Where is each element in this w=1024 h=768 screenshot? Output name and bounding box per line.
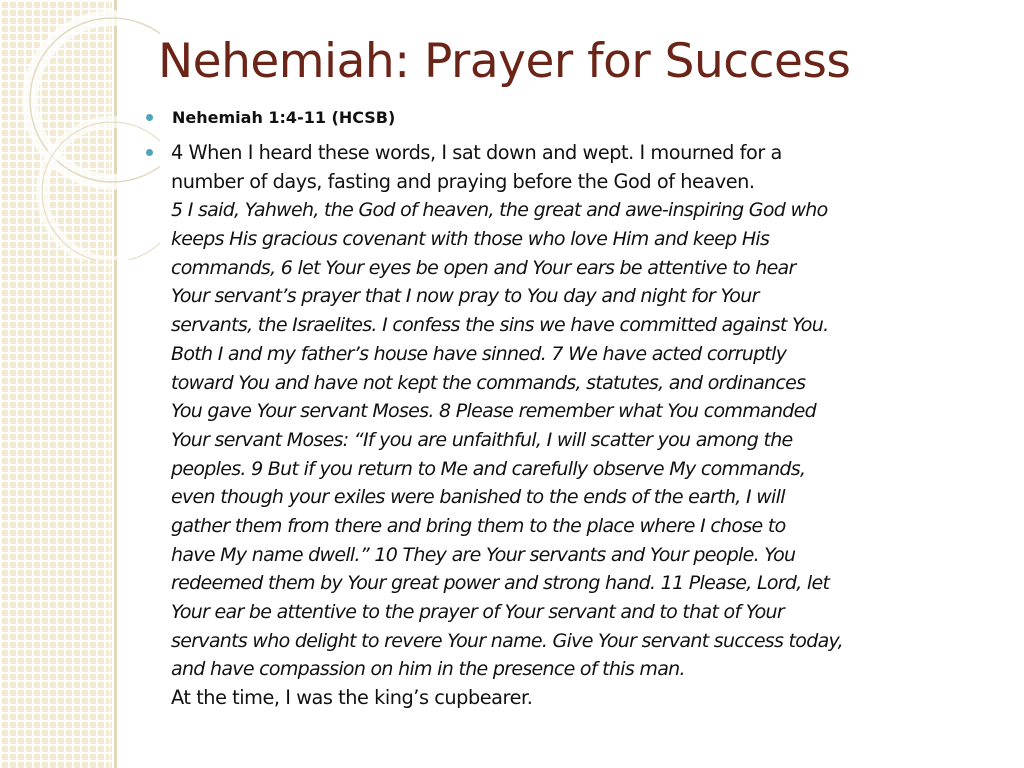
bullet-dot [146,149,153,156]
decorative-rings [0,0,160,260]
passage-line: Your servant Moses: “If you are unfaithful, I will scatter you among the [171,428,793,451]
bullet-dot [146,114,153,121]
passage-line: Your servant’s prayer that I now pray to You day and night for Your [171,285,759,308]
passage-line: keeps His gracious covenant with those who love Him and keep His [171,228,770,251]
passage-line: You gave Your servant Moses. 8 Please remember what You commanded [171,400,816,423]
passage-line: At the time, I was the king’s cupbearer. [171,686,533,710]
passage-line: servants who delight to revere Your name. Give Your servant success today, [171,629,843,652]
passage-line: even though your exiles were banished to the ends of the earth, I will [171,486,785,509]
scripture-reference: Nehemiah 1:4-11 (HCSB) [172,108,396,127]
passage-line: gather them from there and bring them to the place where I chose to [171,514,786,537]
passage-line: peoples. 9 But if you return to Me and carefully observe My commands, [171,457,806,480]
scripture-passage [171,139,1017,713]
passage-line: commands, 6 let Your eyes be open and Your ears be attentive to hear [171,256,796,279]
passage-line: redeemed them by Your great power and strong hand. 11 Please, Lord, let [171,572,830,595]
passage-line: Both I and my father’s house have sinned. 7 We have acted corruptly [171,342,787,365]
slide-title: Nehemiah: Prayer for Success [158,34,851,89]
passage-line: 5 I said, Yahweh, the God of heaven, the great and awe-inspiring God who [171,199,828,222]
passage-line: have My name dwell.” 10 They are Your servants and Your people. You [171,543,796,566]
passage-line: Your ear be attentive to the prayer of Your servant and to that of Your [171,601,784,623]
passage-line: and have compassion on him in the presence of this man. [171,658,685,681]
passage-line: number of days, fasting and praying before the God of heaven. [171,169,755,193]
passage-line: servants, the Israelites. I confess the sins we have committed against You. [171,314,829,337]
passage-line: toward You and have not kept the commands, statutes, and ordinances [171,371,806,394]
passage-line: 4 When I heard these words, I sat down and wept. I mourned for a [171,141,782,164]
